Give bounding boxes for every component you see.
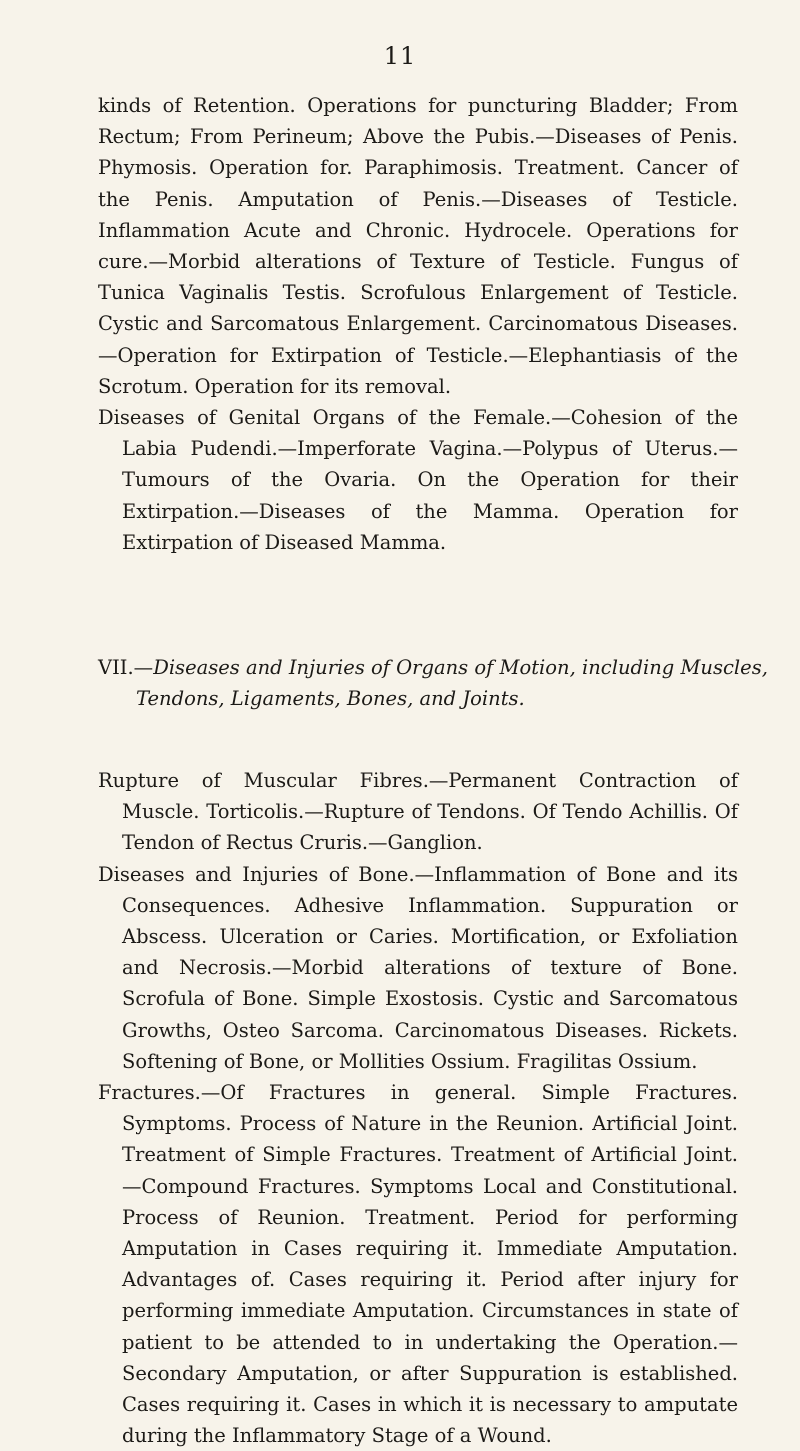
- muscle-tendon-paragraph: Rupture of Muscular Fibres.—Permanent Contraction of Muscle. Torticolis.—Rupture of Tendons. Of Tendo Achillis. Of Tendon of Rectus Cruris.—Ganglion.: [98, 769, 738, 855]
- urology-gynecology-section: [98, 90, 738, 558]
- female-genital-paragraph: Diseases of Genital Organs of the Female.—Cohesion of the Labia Pudendi.—Imperforate Vagina.—Polypus of Uterus.—Tumours of the Ovaria. On the Operation for their Extirpation.—Diseases of the Mamma. Operation for Extirpation of Diseased Mamma.: [98, 406, 738, 554]
- section-numeral: VII.—: [98, 656, 154, 679]
- section-vii-heading: [98, 652, 786, 714]
- section-title: Diseases and Injuries of Organs of Motion, including Muscles, Tendons, Ligaments, Bones, and Joints.: [136, 656, 768, 711]
- fractures-paragraph: Fractures.—Of Fractures in general. Simple Fractures. Symptoms. Process of Nature in the Reunion. Artificial Joint. Treatment of Simple Fractures. Treatment of Artificial Joint.—Compound Fractures. Symptoms Local and Constitutional. Process of Reunion. Treatment. Period for performing Amputation in Cases requiring it. Immediate Amputation. Advantages of. Cases requiring it. Period after injury for performing immediate Amputation. Circumstances in state of patient to be attended to in undertaking the Operation.—Secondary Amputation, or after Suppuration is established. Cases requiring it. Cases in which it is necessary to amputate during the Inflammatory Stage of a Wound.: [98, 1081, 738, 1448]
- page-number: 11: [383, 42, 417, 70]
- continued-paragraph: kinds of Retention. Operations for puncturing Bladder; From Rectum; From Perineum; Above the Pubis.—Diseases of Penis. Phymosis. Operation for. Paraphimosis. Treatment. Cancer of the Penis. Amputation of Penis.—Diseases of Testicle. Inflammation Acute and Chronic. Hydrocele. Operations for cure.—Morbid alterations of Texture of Testicle. Fungus of Tunica Vaginalis Testis. Scrofulous Enlargement of Testicle. Cystic and Sarcomatous Enlargement. Carcinomatous Diseases.—Operation for Extirpation of Testicle.—Elephantiasis of the Scrotum. Operation for its removal.: [98, 94, 738, 398]
- bone-diseases-paragraph: Diseases and Injuries of Bone.—Inflammation of Bone and its Consequences. Adhesive Inflammation. Suppuration or Abscess. Ulceration or Caries. Mortification, or Exfoliation and Necrosis.—Morbid alterations of texture of Bone. Scrofula of Bone. Simple Exostosis. Cystic and Sarcomatous Growths, Osteo Sarcoma. Carcinomatous Diseases. Rickets. Softening of Bone, or Mollities Ossium. Fragilitas Ossium.: [98, 862, 738, 1073]
- organs-of-motion-section: [98, 765, 738, 1451]
